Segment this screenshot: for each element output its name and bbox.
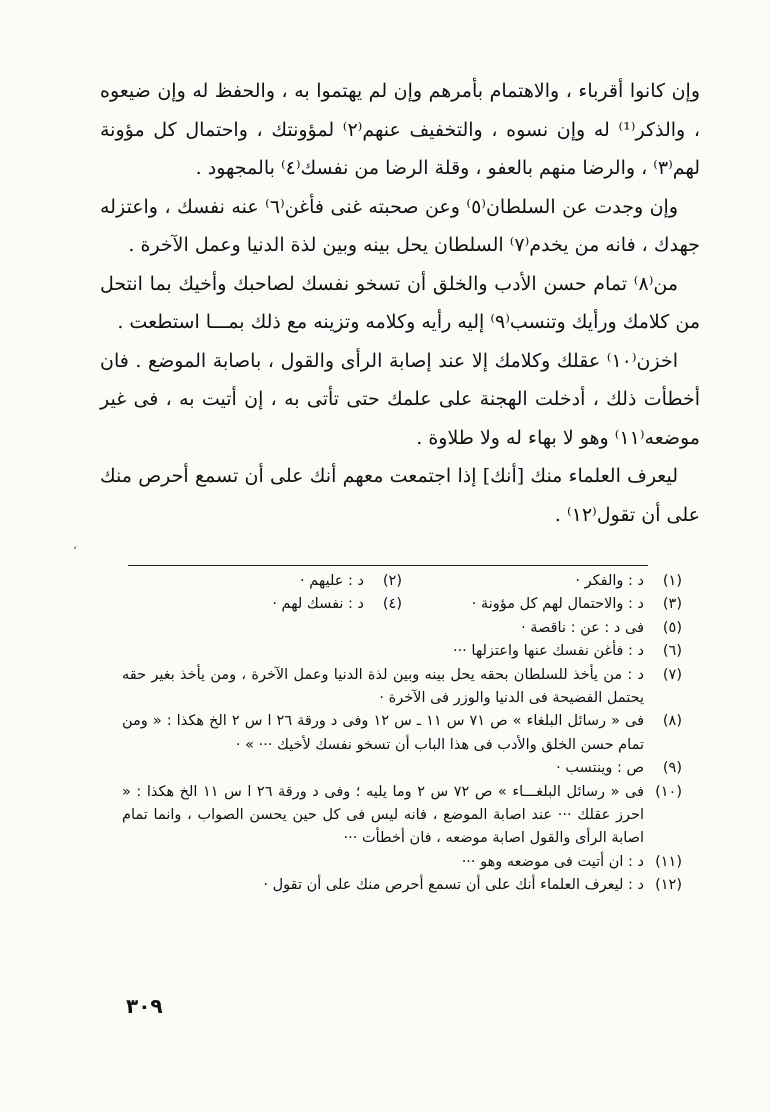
footnote-number: (٥) [662, 619, 682, 636]
footnote-text: د : والاحتمال لهم كل مؤونة · [471, 596, 644, 613]
margin-mark: ، [73, 538, 77, 552]
footnote-9 [122, 757, 682, 780]
footnote-text: فى د : عن : ناقصة · [521, 619, 644, 636]
main-text [100, 72, 700, 534]
footnote-3 [402, 593, 682, 616]
paragraph-5: ليعرف العلماء منك [أنك] إذا اجتمعت معهم أنك على أن تسمع أحرص منك على أن تقول⁽١٢⁾ . [100, 465, 700, 526]
footnote-1 [402, 570, 682, 593]
footnote-text: د : ليعرف العلماء أنك على أن تسمع أحرص منك على أن تقول · [263, 877, 644, 894]
footnote-row [122, 593, 682, 616]
paragraph-1: وإن كانوا أقرباء ، والاهتمام بأمرهم وإن لم يهتموا به ، والحفظ له وإن ضيعوه ، والذكر⁽¹⁾ له وإن نسوه ، والتخفيف عنهم⁽٢⁾ لمؤونتك ، واحتمال كل مؤونة لهم⁽٣⁾ ، والرضا منهم بالعفو ، وقلة الرضا من نفسك⁽٤⁾ بالمجهود . [100, 80, 700, 179]
footnote-number: (١) [662, 573, 682, 589]
footnote-text: فى « رسائل البلغاء » ص ٧١ س ١١ ـ س ١٢ وفى د ورقة ٢٦ ا س ٢ الخ هكذا : « ومن تمام حسن الخلق والأدب فى هذا الباب أن تسخو نفسك لأخيك ··· » · [122, 713, 645, 753]
paragraph-2: وإن وجدت عن السلطان⁽٥⁾ وعن صحبته غنى فأغن⁽٦⁾ عنه نفسك ، واعتزله جهدك ، فانه من يخدم⁽٧⁾ السلطان يحل بينه وبين لذة الدنيا وعمل الآخرة . [100, 195, 700, 256]
footnote-number: (١٠) [655, 783, 682, 800]
footnote-12 [122, 874, 682, 897]
footnote-text: د : ان أتيت فى موضعه وهو ··· [461, 853, 644, 870]
footnote-number: (١٢) [655, 877, 682, 894]
footnote-number: (٤) [382, 596, 402, 613]
footnote-8 [122, 710, 682, 757]
footnote-text: د : نفسك لهم · [272, 596, 364, 613]
footnote-10 [122, 781, 682, 851]
footnote-text: د : فأغن نفسك عنها واعتزلها ··· [452, 643, 644, 660]
footnote-7 [122, 664, 682, 711]
footnote-number: (١١) [655, 853, 682, 870]
footnote-11 [122, 851, 682, 874]
footnote-text: ص : وينتسب · [556, 760, 644, 777]
footnote-rule [128, 565, 648, 566]
footnote-number: (٩) [662, 760, 682, 777]
footnote-number: (٢) [382, 573, 402, 589]
footnote-text: فى « رسائل البلغـــاء » ص ٧٢ س ٢ وما يليه ؛ وفى د ورقة ٢٦ ا س ١١ الخ هكذا : « احرز عقلك ··· عند اصابة الموضع ، فانه ليس فى كل حين يحسن الصواب ، وانما تمام اصابة الرأى والقول اصابة موضعه ، فان أخطأت ··· [122, 783, 644, 847]
footnote-text: د : والفكر · [575, 573, 644, 589]
paragraph-3: من⁽٨⁾ تمام حسن الأدب والخلق أن تسخو نفسك لصاحبك وأخيك بما انتحل من كلامك ورأيك وتنسب⁽٩⁾ إليه رأيه وكلامه وتزينه مع ذلك بمـــا استطعت . [100, 272, 700, 333]
footnotes [122, 570, 682, 898]
footnote-5 [122, 617, 682, 640]
footnote-2 [122, 570, 402, 593]
paragraph-4: اخزن⁽١٠⁾ عقلك وكلامك إلا عند إصابة الرأى والقول ، باصابة الموضع . فان أخطأت ذلك ، أدخلت الهجنة على علمك حتى تأتى به ، إن أتيت به ، فى غير موضعه⁽١١⁾ وهو لا بهاء له ولا طلاوة . [100, 349, 700, 449]
footnote-row [122, 570, 682, 593]
footnote-text: د : عليهم · [300, 573, 364, 589]
footnote-4 [122, 593, 402, 616]
footnote-number: (٨) [662, 713, 682, 730]
footnote-text: د : من يأخذ للسلطان بحقه يحل بينه وبين لذة الدنيا وعمل الآخرة ، ومن يأخذ بغير حقه يحتمل الفضيحة فى الدنيا والوزر فى الآخرة · [122, 666, 644, 707]
footnote-number: (٧) [662, 666, 682, 683]
page-number: ٣٠٩ [126, 994, 163, 1018]
footnote-number: (٣) [662, 596, 682, 613]
footnote-6 [122, 640, 682, 663]
footnote-number: (٦) [662, 643, 682, 660]
